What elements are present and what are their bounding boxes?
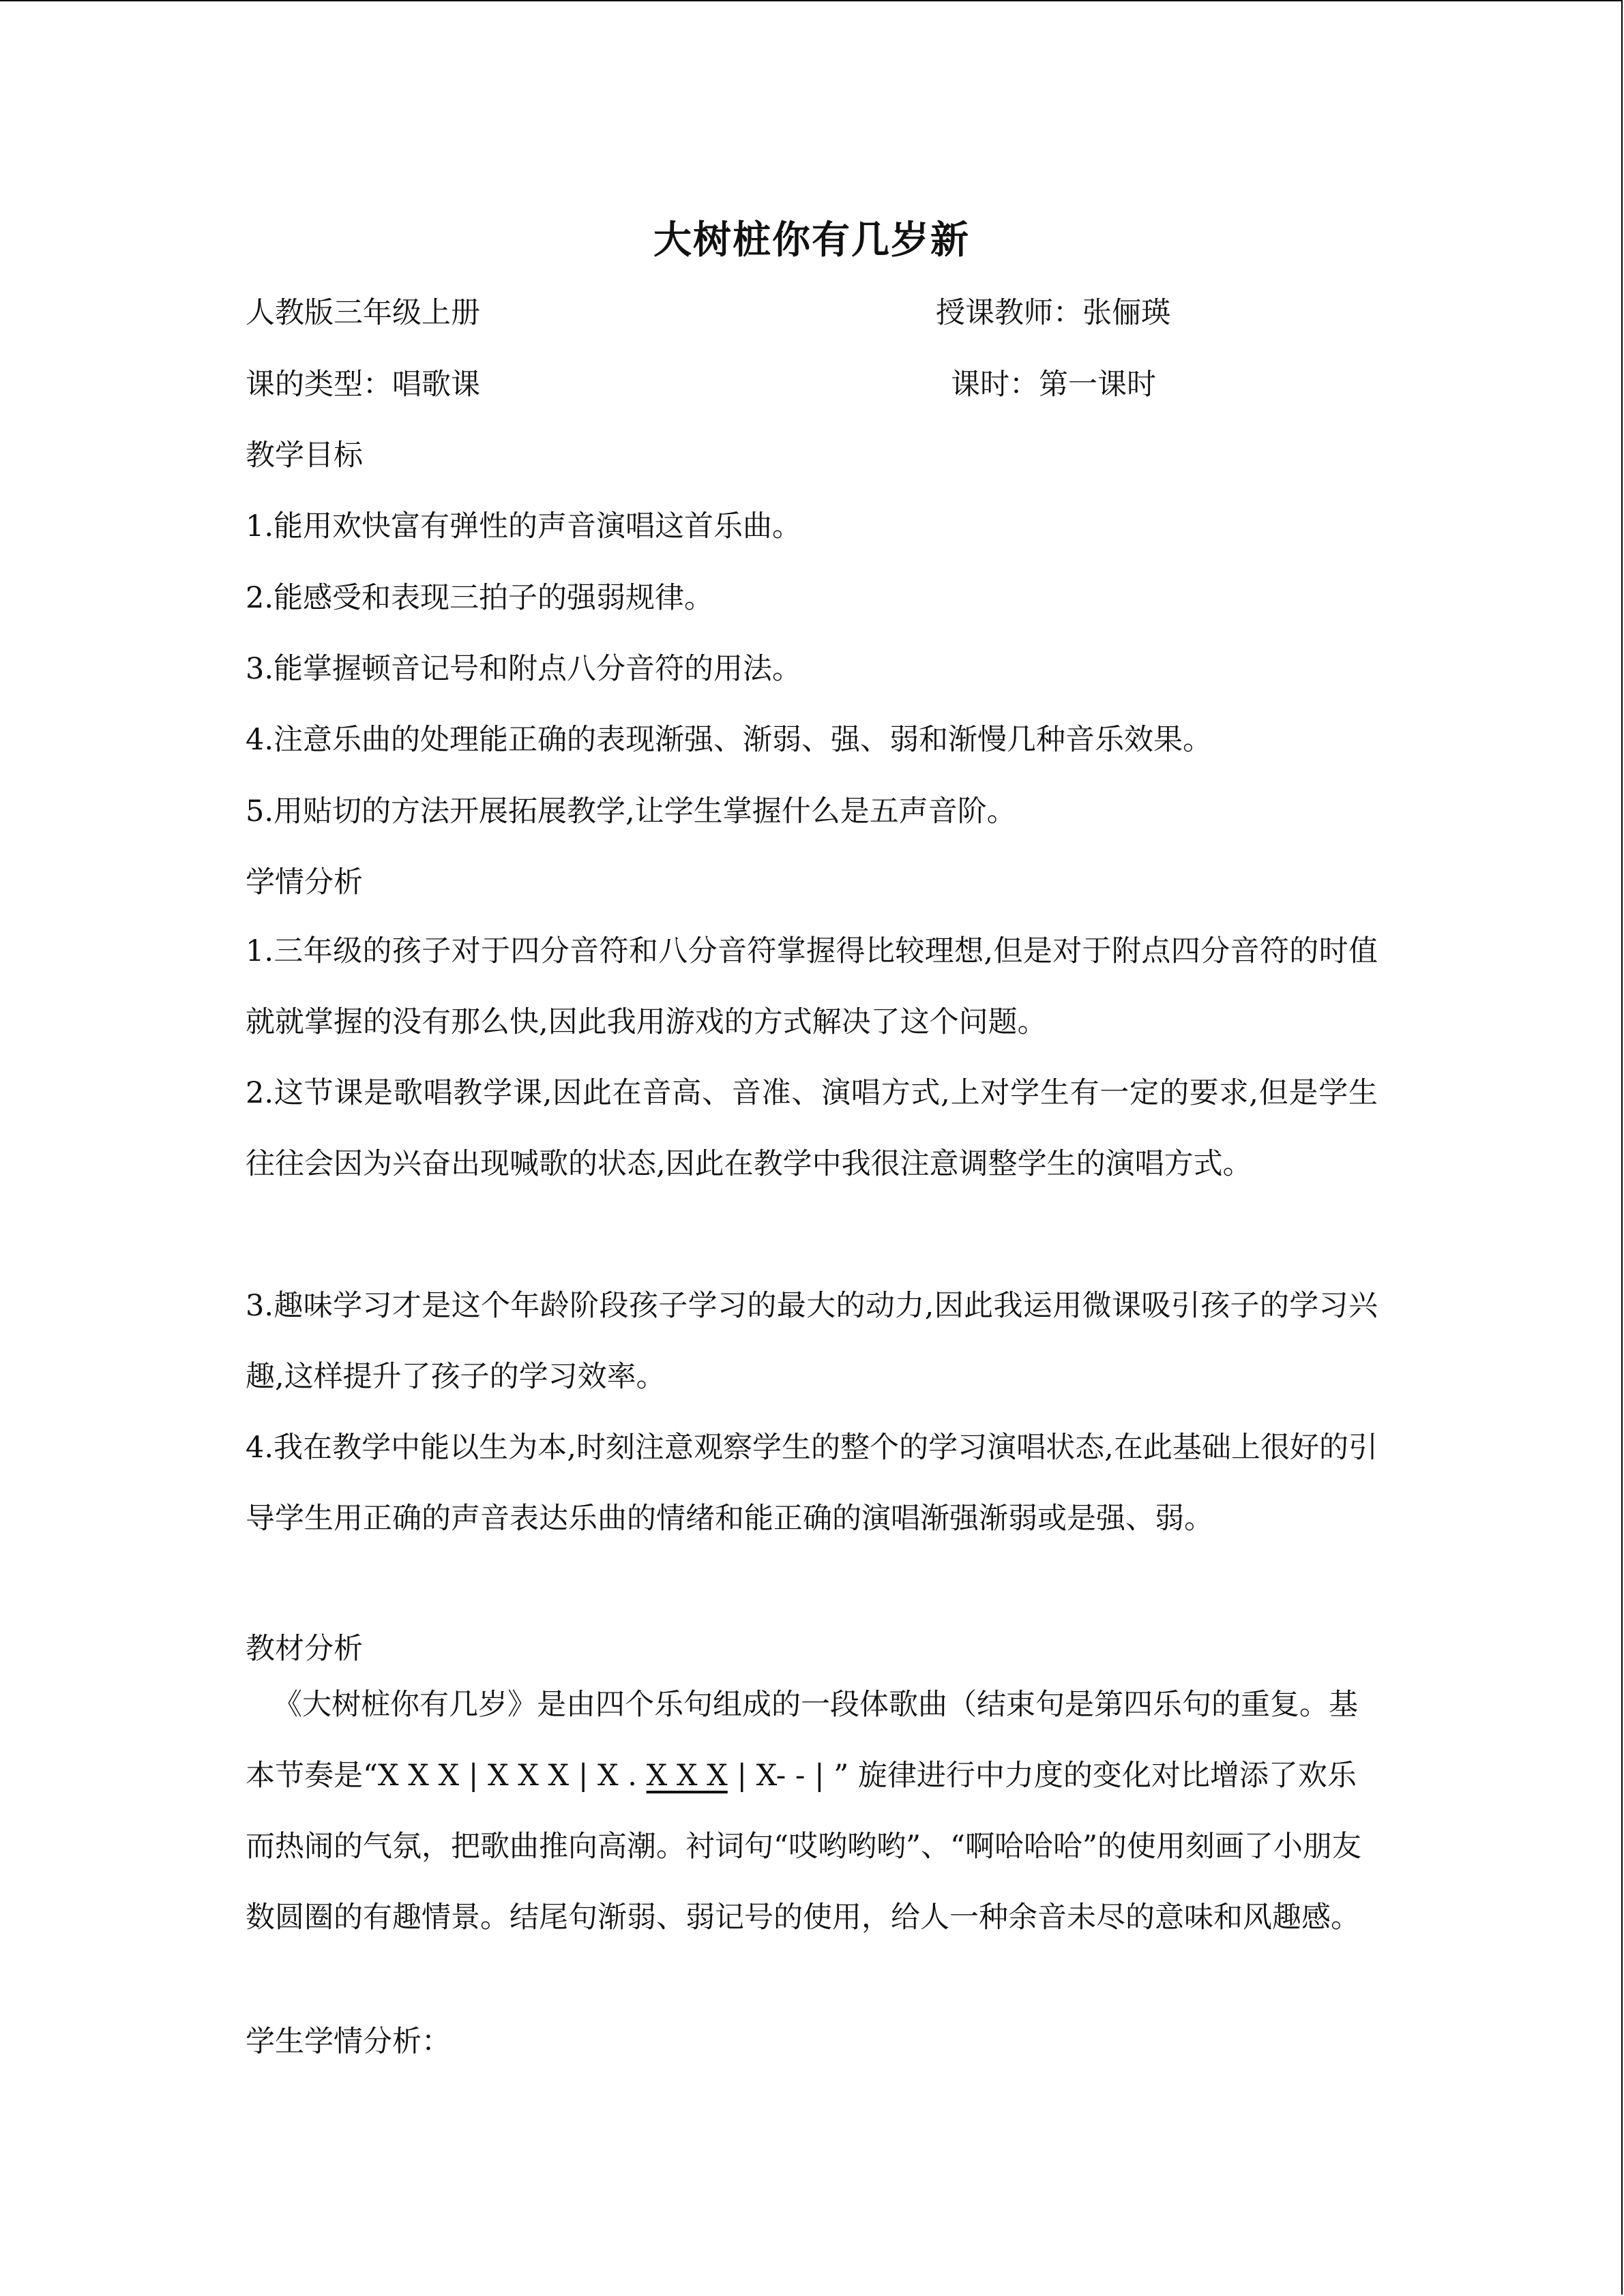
material-analysis-text-end: | X- - | ” 旋律进行中力度的变化对比增添了欢乐而热闹的气氛，把歌曲推向高潮。衬词句“哎哟哟哟”、“啊哈哈哈”的使用刻画了小朋友数圆圈的有趣情景。结尾句渐弱、弱记号的使用，给人一种余音未尽的意味和风趣感。 xyxy=(246,1759,1361,1935)
teacher-label: 授课教师：张俪瑛 xyxy=(936,296,1170,330)
rhythm-underlined: X X X xyxy=(646,1759,728,1793)
objectives-heading: 教学目标 xyxy=(246,438,363,473)
lesson-type-label: 课的类型：唱歌课 xyxy=(246,368,480,402)
objective-item: 5.用贴切的方法开展拓展教学,让学生掌握什么是五声音阶。 xyxy=(246,794,1016,829)
page-title: 大树桩你有几岁新 xyxy=(653,218,970,263)
learning-analysis-item: 4.我在教学中能以生为本,时刻注意观察学生的整个的学习演唱状态,在此基础上很好的引导学生用正确的声音表达乐曲的情绪和能正确的演唱渐强渐弱或是强、弱。 xyxy=(246,1431,1378,1536)
learning-analysis-item: 3.趣味学习才是这个年龄阶段孩子学习的最大的动力,因此我运用微课吸引孩子的学习兴趣,这样提升了孩子的学习效率。 xyxy=(246,1289,1378,1394)
objective-item: 2.能感受和表现三拍子的强弱规律。 xyxy=(246,581,714,615)
learning-analysis-item: 2.这节课是歌唱教学课,因此在音高、音准、演唱方式,上对学生有一定的要求,但是学生往往会因为兴奋出现喊歌的状态,因此在教学中我很注意调整学生的演唱方式。 xyxy=(246,1076,1378,1181)
objective-item: 3.能掌握顿音记号和附点八分音符的用法。 xyxy=(246,652,802,686)
student-analysis-heading: 学生学情分析： xyxy=(246,2025,451,2059)
material-analysis-heading: 教材分析 xyxy=(246,1632,363,1666)
lesson-period-label: 课时：第一课时 xyxy=(951,368,1156,402)
learning-analysis-heading: 学情分析 xyxy=(246,865,363,899)
textbook-label: 人教版三年级上册 xyxy=(246,296,480,330)
objective-item: 4.注意乐曲的处理能正确的表现渐强、渐弱、强、弱和渐慢几种音乐效果。 xyxy=(246,723,1213,757)
objective-item: 1.能用欢快富有弹性的声音演唱这首乐曲。 xyxy=(246,509,802,543)
material-analysis-paragraph xyxy=(246,1669,1378,1953)
material-analysis-text-start: 《大树桩你有几岁》是由四个乐句组成的一段体歌曲（结束句是第四乐句的重复。基本节奏是“X X X | X X X | X . xyxy=(246,1688,1358,1793)
learning-analysis-item: 1.三年级的孩子对于四分音符和八分音符掌握得比较理想,但是对于附点四分音符的时值就就掌握的没有那么快,因此我用游戏的方式解决了这个问题。 xyxy=(246,934,1378,1039)
